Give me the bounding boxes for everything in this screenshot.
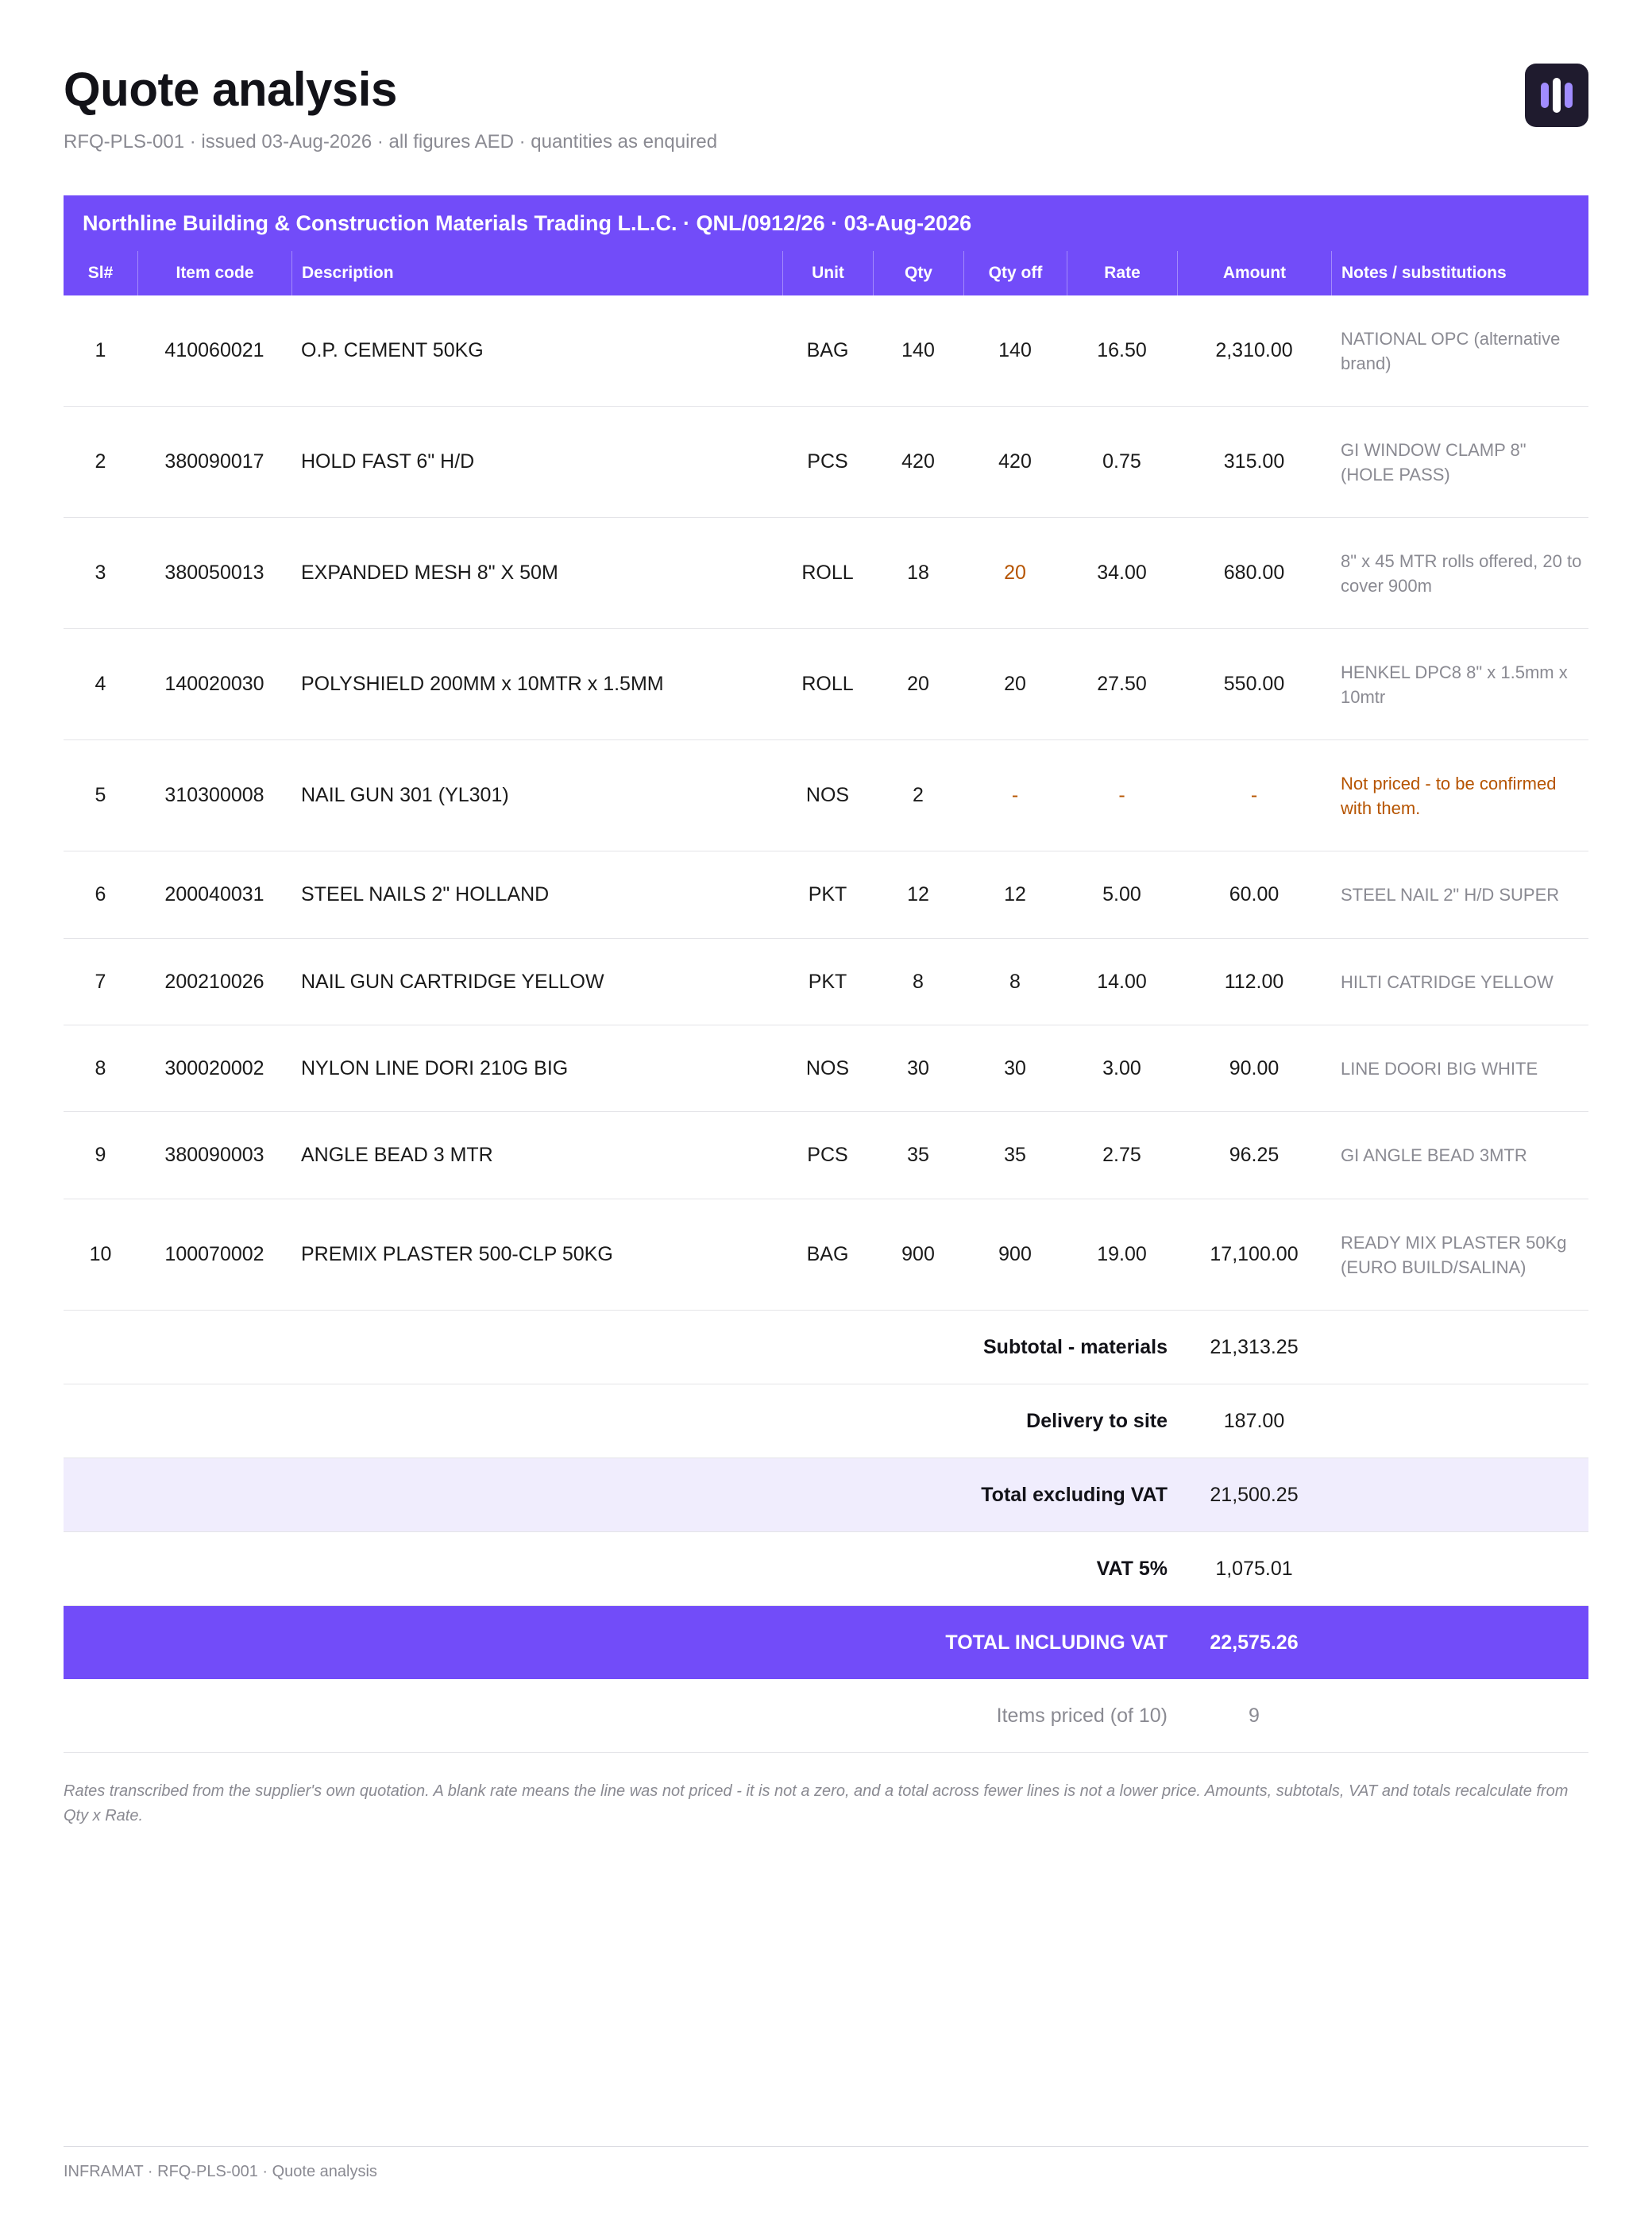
cell-qty: 140 [901,339,935,361]
cell-note-warning: Not priced - to be confirmed with them. [1341,773,1557,818]
cell-qty-off: 140 [998,339,1032,361]
cell-note: LINE DOORI BIG WHITE [1341,1058,1538,1079]
delivery-label: Delivery to site [1026,1409,1168,1432]
vat-value: 1,075.01 [1215,1557,1293,1580]
col-header-notes: Notes / substitutions [1331,251,1588,295]
cell-amount: 96.25 [1229,1144,1280,1166]
cell-unit: ROLL [801,562,854,584]
page-title: Quote analysis [64,63,397,116]
cell-rate: 3.00 [1102,1056,1141,1079]
table-row [64,295,1588,407]
grand-total-value: 22,575.26 [1210,1631,1299,1654]
cell-item-code: 100070002 [164,1243,264,1265]
cell-rate: 16.50 [1097,339,1147,361]
cell-description: O.P. CEMENT 50KG [301,339,484,361]
cell-rate: 14.00 [1097,970,1147,993]
logo-bar [1553,78,1561,113]
cell-note: NATIONAL OPC (alternative brand) [1341,328,1561,373]
total-excl-vat-label: Total excluding VAT [981,1483,1168,1506]
cell-unit: BAG [806,1243,849,1265]
cell-qty-off: 420 [998,450,1032,473]
cell-item-code: 300020002 [164,1056,264,1079]
cell-rate-unpriced: - [1118,784,1125,806]
col-header-amount: Amount [1177,251,1331,295]
cell-qty: 12 [907,883,929,905]
cell-sl: 1 [95,339,106,361]
cell-rate: 0.75 [1102,450,1141,473]
cell-sl: 8 [95,1056,106,1079]
cell-rate: 5.00 [1102,883,1141,905]
cell-description: NAIL GUN 301 (YL301) [301,784,509,806]
logo-bar [1565,83,1573,108]
cell-description: NYLON LINE DORI 210G BIG [301,1056,569,1079]
cell-sl: 10 [89,1243,112,1265]
items-priced-label: Items priced (of 10) [996,1704,1168,1727]
cell-description: PREMIX PLASTER 500-CLP 50KG [301,1243,613,1265]
cell-description: EXPANDED MESH 8" X 50M [301,562,558,584]
cell-qty: 20 [907,673,929,695]
col-header-qty: Qty [873,251,963,295]
cell-qty: 18 [907,562,929,584]
cell-description: POLYSHIELD 200MM x 10MTR x 1.5MM [301,673,664,695]
cell-note: 8" x 45 MTR rolls offered, 20 to cover 900m [1341,550,1582,596]
cell-rate: 2.75 [1102,1144,1141,1166]
cell-note: HENKEL DPC8 8" x 1.5mm x 10mtr [1341,662,1568,707]
total-excl-vat-row [64,1458,1588,1532]
col-header-sl: Sl# [87,264,114,282]
cell-note: READY MIX PLASTER 50Kg (EURO BUILD/SALINA) [1341,1232,1567,1277]
cell-sl: 7 [95,970,106,993]
bar-chart-icon [1525,64,1588,127]
cell-sl: 3 [95,562,106,584]
footer-divider [64,2146,1588,2147]
vat-row [64,1532,1588,1606]
supplier-title: Northline Building & Construction Materials Trading L.L.C. · QNL/0912/26 · 03-Aug-2026 [83,211,972,235]
vat-label: VAT 5% [1096,1557,1168,1580]
cell-amount: 17,100.00 [1210,1243,1299,1265]
col-header-item-code: Item code [137,251,291,295]
table-row [64,407,1588,518]
table-row [64,851,1588,939]
cell-amount: 90.00 [1229,1056,1280,1079]
cell-sl: 4 [95,673,106,695]
page-subtitle: RFQ-PLS-001 · issued 03-Aug-2026 · all figures AED · quantities as enquired [64,131,718,153]
cell-note: STEEL NAIL 2" H/D SUPER [1341,885,1560,905]
cell-item-code: 410060021 [164,339,264,361]
table-row [64,740,1588,851]
cell-note: GI WINDOW CLAMP 8" (HOLE PASS) [1341,439,1527,485]
cell-unit: NOS [805,1056,850,1079]
col-header-description: Description [291,251,782,295]
cell-amount: 315.00 [1223,450,1285,473]
cell-unit: NOS [805,784,850,806]
page-footer: INFRAMAT · RFQ-PLS-001 · Quote analysis [64,2163,377,2180]
delivery-value: 187.00 [1223,1409,1285,1432]
logo-bar [1541,83,1549,108]
items-priced-value: 9 [1249,1704,1260,1727]
cell-qty: 35 [907,1144,929,1166]
items-priced-row [64,1679,1588,1753]
cell-amount: 2,310.00 [1215,339,1293,361]
page [64,0,1588,2224]
cell-qty-off: 30 [1004,1056,1026,1079]
cell-sl: 9 [95,1144,106,1166]
cell-rate: 34.00 [1097,562,1147,584]
cell-sl: 2 [95,450,106,473]
cell-rate: 27.50 [1097,673,1147,695]
cell-description: STEEL NAILS 2" HOLLAND [301,883,550,905]
cell-amount-unpriced: - [1250,784,1258,806]
cell-item-code: 310300008 [164,784,264,806]
table-row [64,939,1588,1025]
cell-qty: 420 [901,450,935,473]
subtotal-value: 21,313.25 [1210,1335,1299,1358]
col-header-rate: Rate [1067,251,1177,295]
cell-amount: 550.00 [1223,673,1285,695]
cell-qty-off: 12 [1004,883,1026,905]
cell-qty-off: 35 [1004,1144,1026,1166]
cell-qty: 900 [901,1243,935,1265]
cell-item-code: 380090017 [164,450,264,473]
table-row [64,1112,1588,1199]
cell-amount: 112.00 [1224,970,1284,993]
table-row [64,518,1588,629]
cell-unit: ROLL [801,673,854,695]
cell-qty-off-changed: 20 [1004,562,1026,584]
delivery-row [64,1384,1588,1458]
cell-item-code: 200040031 [164,883,264,905]
cell-note: GI ANGLE BEAD 3MTR [1341,1145,1527,1165]
cell-item-code: 200210026 [164,970,264,993]
table-row [64,629,1588,740]
cell-unit: PKT [808,970,847,993]
total-excl-vat-value: 21,500.25 [1210,1483,1299,1506]
cell-qty-off: 900 [998,1243,1032,1265]
subtotal-row [64,1311,1588,1384]
cell-qty: 30 [907,1056,929,1079]
cell-qty-off: 8 [1009,970,1021,993]
grand-total-label: TOTAL INCLUDING VAT [945,1631,1168,1654]
cell-item-code: 380050013 [164,562,264,584]
cell-item-code: 140020030 [164,673,264,695]
cell-amount: 680.00 [1223,562,1285,584]
cell-unit: PCS [807,1144,848,1166]
supplier-banner [64,195,1588,295]
cell-unit: PCS [807,450,848,473]
cell-item-code: 380090003 [164,1144,264,1166]
cell-description: HOLD FAST 6" H/D [301,450,475,473]
cell-qty: 8 [913,970,924,993]
cell-description: ANGLE BEAD 3 MTR [301,1144,493,1166]
subtotal-label: Subtotal - materials [983,1335,1168,1358]
cell-rate: 19.00 [1097,1243,1147,1265]
cell-unit: BAG [806,339,849,361]
col-header-unit: Unit [782,251,873,295]
cell-qty-off: 20 [1004,673,1026,695]
grand-total-row [64,1606,1588,1679]
cell-sl: 6 [95,883,106,905]
table-row [64,1199,1588,1311]
cell-qty-off-unpriced: - [1011,784,1019,806]
cell-description: NAIL GUN CARTRIDGE YELLOW [301,970,604,993]
col-header-qty-off: Qty off [963,251,1067,295]
cell-sl: 5 [95,784,106,806]
disclaimer-text: Rates transcribed from the supplier's own quotation. A blank rate means the line was not priced - it is not a zero, and a total across fewer lines is not a lower price. Amounts, subtotals, VAT and totals recalculate from Qty x Rate. [64,1782,1569,1824]
cell-qty: 2 [913,784,924,806]
table-row [64,1025,1588,1112]
cell-note: HILTI CATRIDGE YELLOW [1341,971,1554,992]
cell-unit: PKT [808,883,847,905]
cell-amount: 60.00 [1229,883,1280,905]
